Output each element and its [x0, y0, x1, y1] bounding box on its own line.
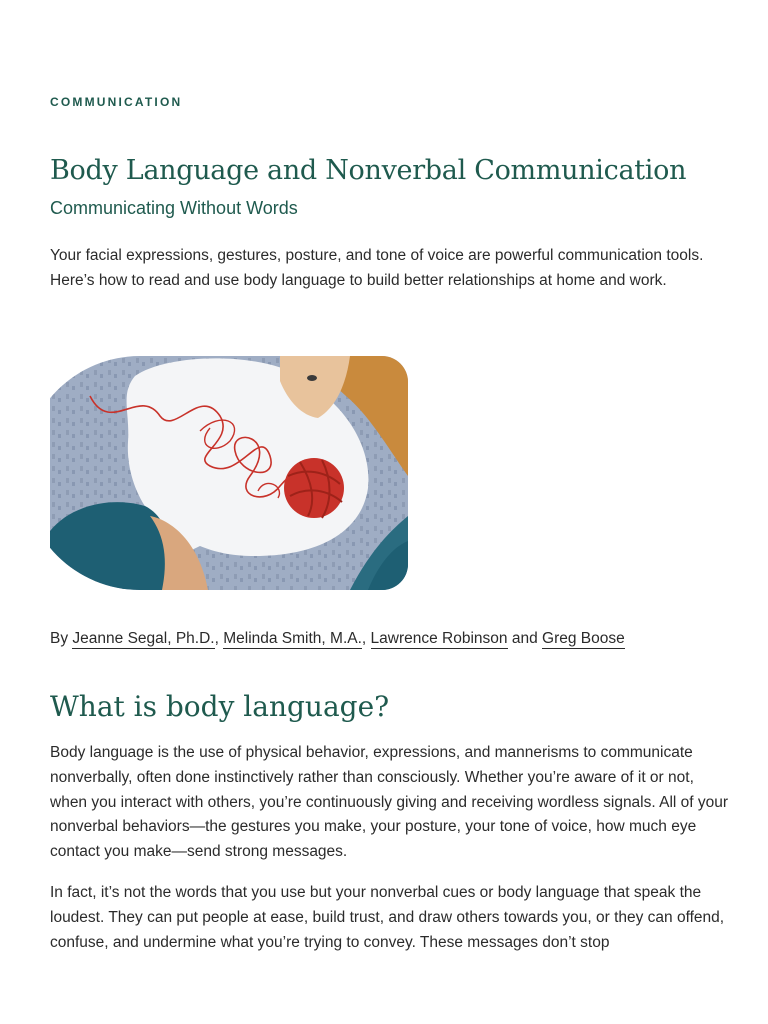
author-link-greg-boose[interactable]: Greg Boose: [542, 630, 625, 647]
author-link-melinda-smith[interactable]: Melinda Smith, M.A.: [223, 630, 362, 647]
section-paragraph: In fact, it’s not the words that you use but your nonverbal cues or body language that speak the loudest. They can put people at ease, build trust, and draw others towards you, or they can offend, confuse, and undermine what you’re trying to convey. These messages don’t stop: [50, 884, 725, 951]
category-link[interactable]: COMMUNICATION: [50, 95, 183, 109]
hero-illustration: [50, 356, 408, 590]
author-link-lawrence-robinson[interactable]: Lawrence Robinson: [370, 630, 508, 647]
section-heading: What is body language?: [50, 690, 390, 723]
byline-separator: ,: [361, 630, 371, 647]
byline-separator: and: [507, 630, 543, 647]
byline-separator: ,: [214, 630, 224, 647]
byline-prefix: By: [50, 630, 73, 647]
article-subtitle: Communicating Without Words: [50, 198, 298, 218]
byline: [50, 630, 625, 648]
author-link-jeanne-segal[interactable]: Jeanne Segal, Ph.D.: [72, 630, 215, 647]
section-paragraph: Body language is the use of physical behavior, expressions, and mannerisms to communicate nonverbally, often done instinctively rather than consciously. Whether you’re aware of it or not, when you interact with others, you’re continuously giving and receiving wordless signals. All of your nonverbal behaviors—the gestures you make, your posture, your tone of voice, how much eye contact you make—send strong messages.: [50, 744, 729, 861]
article-intro: Your facial expressions, gestures, posture, and tone of voice are powerful communication tools. Here’s how to read and use body language to build better relationships at home and work.: [50, 247, 704, 289]
article-title: Body Language and Nonverbal Communication: [50, 155, 687, 186]
